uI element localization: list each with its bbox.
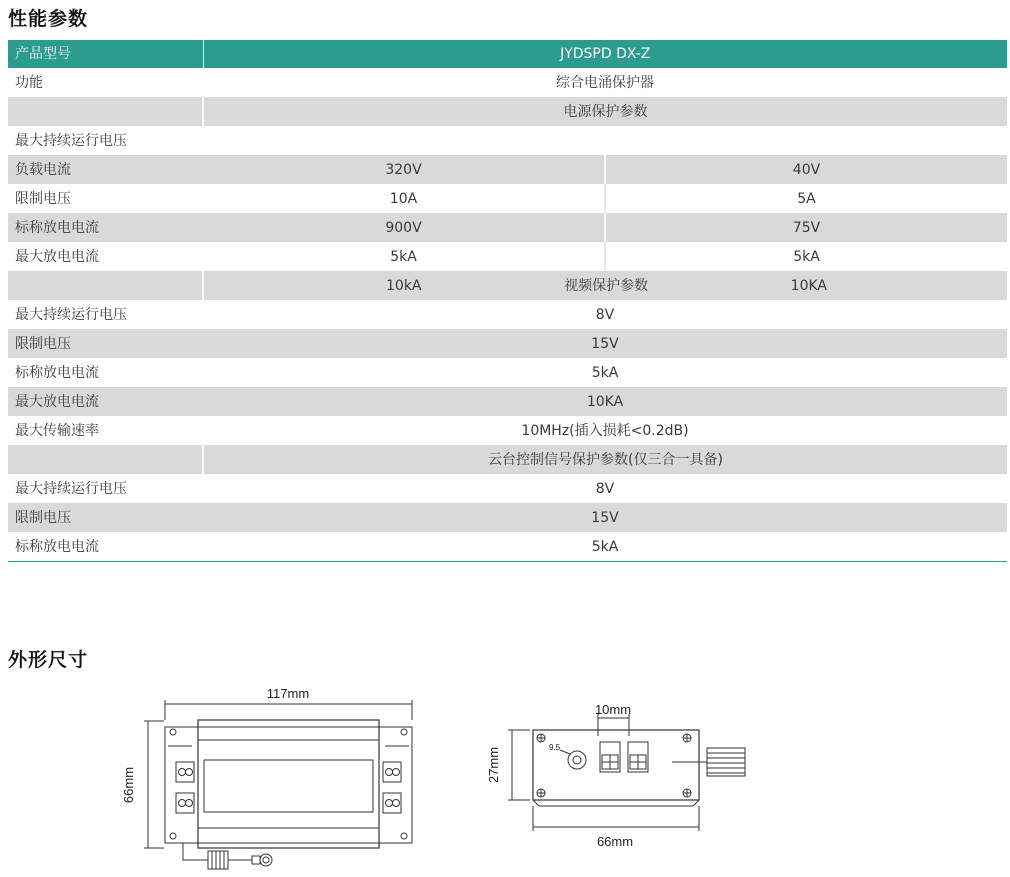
ptz-section-title: 云台控制信号保护参数(仅三合一具备) xyxy=(203,445,1007,474)
performance-title: 性能参数 xyxy=(8,8,89,30)
function-value: 综合电涌保护器 xyxy=(556,74,654,91)
front-height-label: 66mm xyxy=(121,766,136,804)
row-value-left: 10A xyxy=(389,190,418,207)
row-value: 10MHz(插入损耗<0.2dB) xyxy=(521,422,689,439)
row-label: 最大放电电流 xyxy=(15,248,99,265)
row-label: 标称放电电流 xyxy=(15,538,99,555)
row-value: 8V xyxy=(595,480,615,497)
row-value-right: 5kA xyxy=(605,242,1007,271)
row-value: 5kA xyxy=(591,364,619,381)
row-label: 最大持续运行电压 xyxy=(15,132,127,149)
row-value: 15V xyxy=(203,503,1007,532)
row-value-left: 900V xyxy=(203,213,605,242)
side-height-label: 27mm xyxy=(486,746,501,784)
row-value-right: 5A xyxy=(605,184,1007,213)
row-value: 15V xyxy=(203,329,1007,358)
row-label: 限制电压 xyxy=(8,503,203,532)
row-value-left: 5kA xyxy=(390,248,417,265)
side-connector-label: 9.5 xyxy=(549,743,561,752)
side-view-drawing xyxy=(508,714,745,831)
side-width-label: 66mm xyxy=(596,834,634,849)
video-row-left-value: 10kA xyxy=(386,277,422,294)
row-value-right: 75V xyxy=(605,213,1007,242)
row-label: 负载电流 xyxy=(8,155,203,184)
row-label: 限制电压 xyxy=(8,329,203,358)
power-section-title: 电源保护参数 xyxy=(203,97,1007,126)
front-view-drawing xyxy=(144,700,412,869)
row-label: 标称放电电流 xyxy=(15,364,99,381)
model-label: 产品型号 xyxy=(8,40,203,68)
row-value-right: 40V xyxy=(605,155,1007,184)
row-value-left: 320V xyxy=(203,155,605,184)
row-label: 最大传输速率 xyxy=(15,422,99,439)
row-label: 限制电压 xyxy=(15,190,71,207)
row-label: 最大持续运行电压 xyxy=(15,480,127,497)
video-row-right-value: 10KA xyxy=(790,277,827,294)
model-value: JYDSPD DX-Z xyxy=(203,40,1007,68)
row-label: 标称放电电流 xyxy=(8,213,203,242)
side-terminal-label: 10mm xyxy=(594,702,632,717)
row-label: 最大持续运行电压 xyxy=(15,306,127,323)
row-value: 8V xyxy=(595,306,615,323)
dimensions-title: 外形尺寸 xyxy=(8,649,89,671)
video-section-title: 视频保护参数 xyxy=(564,277,649,294)
function-label: 功能 xyxy=(15,74,43,91)
row-value: 10KA xyxy=(203,387,1007,416)
row-label: 最大放电电流 xyxy=(8,387,203,416)
front-width-label: 117mm xyxy=(266,686,310,701)
row-value: 5kA xyxy=(591,538,619,555)
